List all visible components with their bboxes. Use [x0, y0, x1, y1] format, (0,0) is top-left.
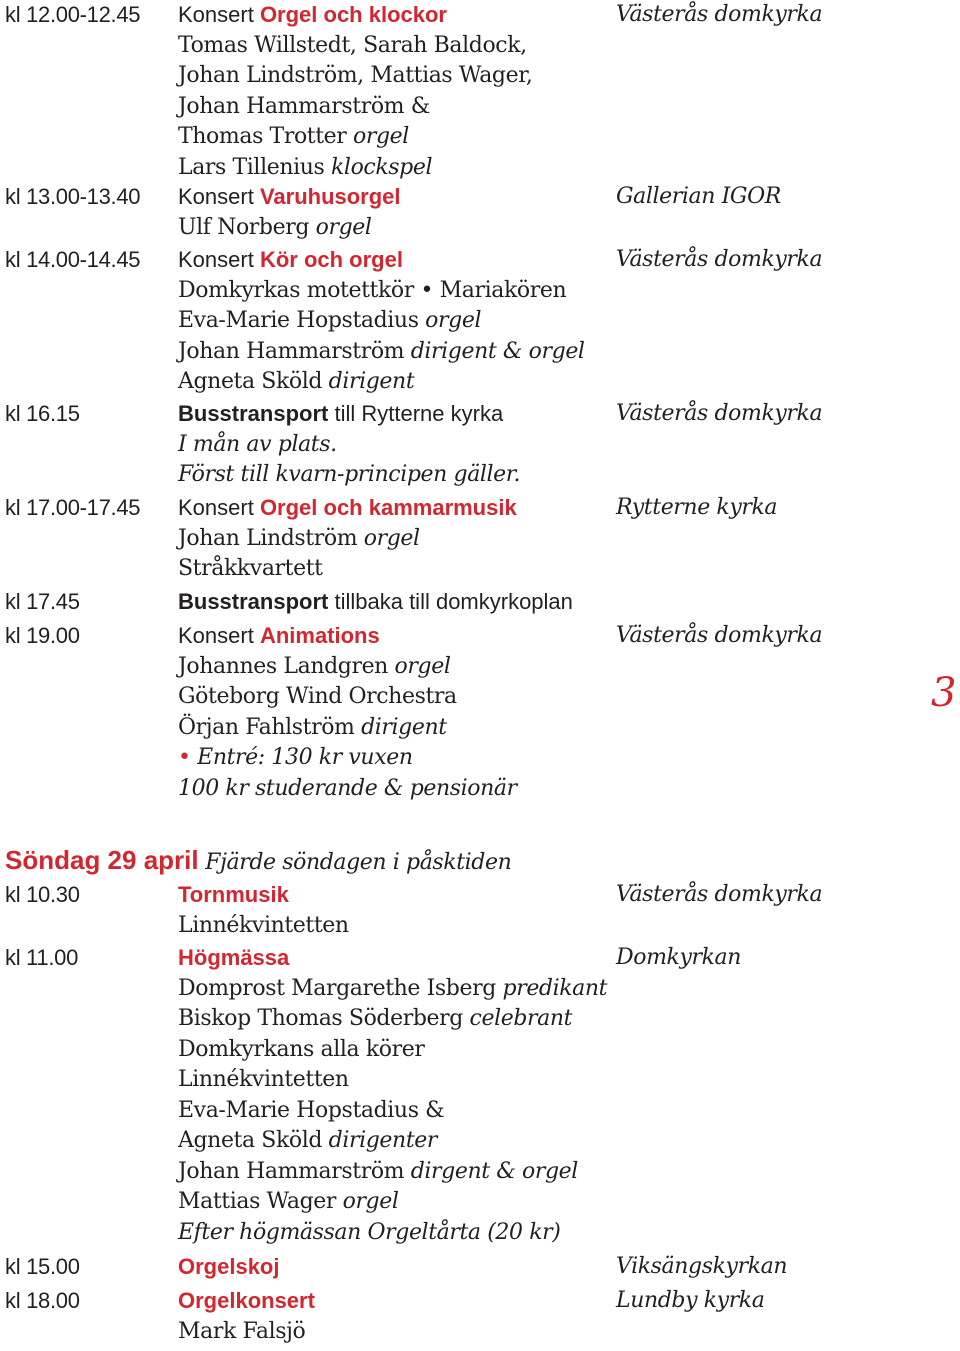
performer-name: Domkyrkans alla körer — [178, 1036, 425, 1062]
performer-line — [178, 743, 517, 774]
event-prefix: Konsert — [178, 2, 260, 27]
performer-line — [178, 911, 349, 942]
event-title: Tornmusik — [178, 882, 289, 907]
event-title: Busstransport — [178, 401, 329, 426]
event-prefix: Konsert — [178, 623, 260, 648]
event-time: kl 14.00-14.45 — [5, 247, 141, 272]
performer-line — [178, 61, 533, 92]
performer-name: Göteborg Wind Orchestra — [178, 684, 457, 709]
performer-role: Först till kvarn-principen gäller. — [178, 462, 521, 487]
event-title: Högmässa — [178, 945, 290, 970]
event-title: Animations — [259, 623, 380, 648]
performer-name: Stråkkvartett — [178, 556, 323, 581]
event-performers — [178, 276, 585, 398]
performer-name: Johan Lindström, Mattias Wager, — [178, 63, 533, 88]
performer-role: 100 kr studerande & pensionär — [178, 775, 517, 801]
event-venue: Rytterne kyrka — [616, 495, 778, 520]
performer-line — [178, 1096, 607, 1127]
performer-role: dirigent — [322, 369, 415, 394]
performer-line — [178, 1317, 305, 1348]
performer-name: Thomas Trotter — [178, 124, 347, 149]
performer-line — [178, 1157, 607, 1188]
event-heading — [178, 587, 573, 617]
performer-name: Ulf Norberg — [178, 214, 310, 240]
performer-line — [178, 367, 585, 398]
event-prefix: Konsert — [178, 495, 260, 520]
performer-name: Lars Tillenius — [178, 154, 325, 180]
performer-role: orgel — [387, 653, 451, 679]
performer-name: Domprost Margarethe Isberg — [178, 975, 496, 1001]
performer-line — [178, 652, 517, 683]
event-time: kl 12.00-12.45 — [5, 2, 141, 27]
event-time: kl 15.00 — [5, 1254, 80, 1279]
day-subtitle: Fjärde söndagen i påsktiden — [198, 850, 512, 875]
performer-line — [178, 153, 533, 184]
performer-line — [178, 1218, 607, 1249]
performer-line — [178, 92, 533, 123]
event-time: kl 18.00 — [5, 1288, 80, 1313]
event-venue: Västerås domkyrka — [616, 247, 823, 272]
performer-line — [178, 213, 372, 244]
event-title-rest: tillbaka till domkyrkoplan — [328, 589, 573, 614]
performer-line — [178, 122, 533, 153]
event-venue: Gallerian IGOR — [616, 184, 781, 209]
event-heading — [178, 880, 289, 910]
event-prefix: Konsert — [178, 184, 260, 209]
event-title: Busstransport — [178, 589, 329, 614]
page-number: 3 — [931, 670, 957, 716]
event-time: kl 13.00-13.40 — [5, 184, 141, 209]
performer-role: orgel — [346, 124, 409, 149]
event-time: kl 11.00 — [5, 945, 79, 970]
event-time: kl 19.00 — [5, 623, 80, 648]
performer-line — [178, 713, 517, 744]
performer-name: Johannes Landgren — [178, 653, 388, 679]
event-venue: Domkyrkan — [616, 945, 742, 970]
performer-line — [178, 682, 517, 713]
performer-role: klockspel — [324, 154, 433, 180]
performer-name: Mark Falsjö — [178, 1318, 306, 1344]
performer-line — [178, 1065, 607, 1096]
performer-role: dirigenter — [322, 1128, 437, 1153]
event-performers — [178, 974, 607, 1249]
event-heading — [178, 399, 503, 429]
event-title: Orgel och klockor — [259, 2, 447, 27]
performer-name: Agneta Sköld — [178, 1128, 323, 1153]
event-performers — [178, 911, 349, 942]
event-venue: Västerås domkyrka — [616, 2, 823, 27]
event-time: kl 10.30 — [5, 882, 80, 907]
event-heading — [178, 1252, 279, 1282]
event-title: Orgel och kammarmusik — [259, 495, 517, 520]
event-time: kl 16.15 — [5, 401, 80, 426]
event-performers — [178, 430, 520, 491]
performer-role: orgel — [336, 1189, 399, 1214]
performer-line — [178, 1035, 607, 1066]
event-title-rest: till Rytterne kyrka — [328, 401, 504, 426]
performer-line — [178, 554, 420, 585]
event-performers — [178, 652, 517, 805]
performer-line — [178, 337, 585, 368]
performer-name: Biskop Thomas Söderberg — [178, 1006, 463, 1031]
event-heading — [178, 493, 517, 523]
performer-line — [178, 31, 533, 62]
event-heading — [178, 1286, 315, 1316]
event-performers — [178, 31, 533, 184]
performer-line — [178, 774, 517, 805]
event-time: kl 17.45 — [5, 589, 80, 614]
event-heading — [178, 245, 403, 275]
event-performers — [178, 213, 372, 244]
event-venue: Västerås domkyrka — [616, 882, 823, 907]
performer-line — [178, 276, 585, 307]
performer-role: celebrant — [462, 1006, 573, 1031]
event-heading — [178, 182, 401, 212]
performer-name: Örjan Fahlström — [178, 714, 355, 740]
performer-name: Agneta Sköld — [178, 369, 323, 394]
performer-line — [178, 460, 520, 491]
performer-name: Johan Hammarström & — [178, 93, 430, 119]
event-venue: Lundby kyrka — [616, 1288, 765, 1313]
performer-name: Linnékvintetten — [178, 1067, 349, 1092]
performer-role: dirigent — [354, 714, 447, 740]
performer-role: dirgent & orgel — [404, 1158, 578, 1184]
performer-name: Eva-Marie Hopstadius & — [178, 1097, 445, 1123]
performer-name: Tomas Willstedt, Sarah Baldock, — [178, 32, 527, 58]
event-heading — [178, 0, 447, 30]
performer-line — [178, 974, 607, 1005]
event-performers — [178, 1317, 305, 1348]
sunday-heading — [5, 842, 511, 881]
event-heading — [178, 943, 289, 973]
day-title: Söndag 29 april — [5, 845, 199, 875]
performer-name: Johan Hammarström — [178, 338, 405, 364]
performer-role: orgel — [357, 525, 420, 551]
performer-line — [178, 1126, 607, 1157]
performer-name: Domkyrkas motettkör • Mariakören — [178, 277, 567, 303]
performer-name: Johan Lindström — [178, 525, 358, 551]
event-prefix: Konsert — [178, 247, 260, 272]
event-title: Varuhusorgel — [259, 184, 401, 209]
performer-name: Linnékvintetten — [178, 912, 349, 938]
event-title: Orgelskoj — [178, 1254, 280, 1279]
performer-line — [178, 1187, 607, 1218]
performer-role: dirigent & orgel — [404, 338, 585, 364]
performer-role: orgel — [418, 308, 482, 333]
performer-line — [178, 524, 420, 555]
performer-role: I mån av plats. — [178, 431, 337, 457]
event-heading — [178, 621, 380, 651]
event-title: Kör och orgel — [259, 247, 403, 272]
performer-role: Efter högmässan Orgeltårta (20 kr) — [178, 1219, 561, 1245]
performer-line — [178, 306, 585, 337]
event-performers — [178, 524, 420, 585]
event-venue: Västerås domkyrka — [616, 623, 823, 648]
performer-role: predikant — [495, 975, 608, 1001]
performer-role: Entré: 130 kr vuxen — [197, 745, 413, 770]
event-venue: Västerås domkyrka — [616, 401, 823, 426]
event-time: kl 17.00-17.45 — [5, 495, 141, 520]
performer-role: orgel — [309, 214, 372, 240]
performer-line — [178, 1004, 607, 1035]
performer-line — [178, 430, 520, 461]
event-title: Orgelkonsert — [178, 1288, 315, 1313]
event-venue: Viksängskyrkan — [616, 1254, 788, 1279]
bullet-icon: • — [178, 745, 198, 770]
performer-name: Eva-Marie Hopstadius — [178, 308, 419, 333]
performer-name: Mattias Wager — [178, 1189, 336, 1214]
performer-name: Johan Hammarström — [178, 1158, 405, 1184]
